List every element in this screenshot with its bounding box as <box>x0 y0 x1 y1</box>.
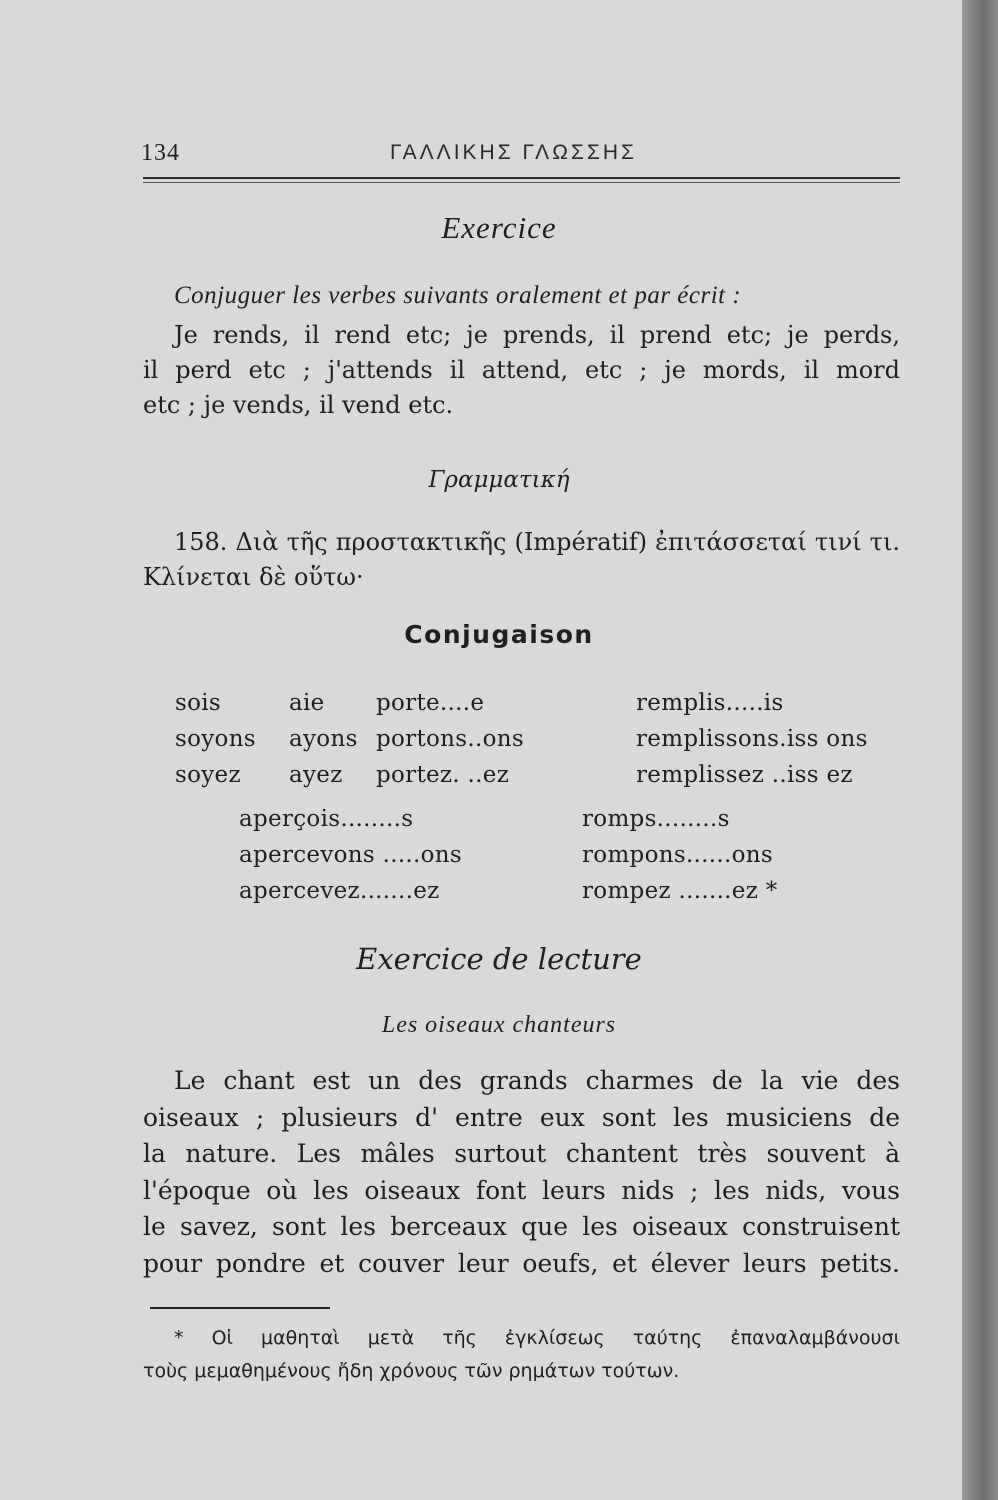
conj-cell: apercevez.......ez <box>239 878 440 904</box>
conj-cell: remplis.....is <box>636 690 784 716</box>
grammar-line: Κλίνεται δὲ οὕτω· <box>143 563 364 591</box>
conj-cell: portons..ons <box>376 726 524 752</box>
conj-cell: remplissons.iss ons <box>636 726 868 752</box>
header-rule <box>143 177 900 179</box>
exercise-line: Je rends, il rend etc; je prends, il prend etc; je perds, <box>174 321 900 349</box>
conj-cell: ayons <box>289 726 358 752</box>
conj-cell: aperçois........s <box>239 806 414 832</box>
footnote-rule <box>150 1307 330 1309</box>
conj-cell: rompons......ons <box>582 842 773 868</box>
footnote-line: τοὺς μεμαθημένους ἤδη χρόνους τῶν ρημάτων τούτων. <box>143 1360 680 1382</box>
conj-cell: porte....e <box>376 690 485 716</box>
running-title: ΓΑΛΛΙΚΗΣ ΓΛΩΣΣΗΣ <box>390 141 637 164</box>
reading-line: pour pondre et couver leur oeufs, et élever leurs petits. <box>143 1248 900 1278</box>
conj-cell: aie <box>289 690 325 716</box>
conj-cell: apercevons .....ons <box>239 842 463 868</box>
conj-cell: remplissez ..iss ez <box>636 762 853 788</box>
conj-cell: ayez <box>289 762 343 788</box>
page-number: 134 <box>141 140 180 166</box>
reading-line: Le chant est un des grands charmes de la vie des <box>174 1066 900 1095</box>
conj-cell: rompez .......ez * <box>582 878 778 904</box>
book-spine-edge <box>962 0 998 1500</box>
exercise-instruction: Conjuguer les verbes suivants oralement et par écrit : <box>174 282 742 309</box>
reading-line: le savez, sont les berceaux que les oiseaux construisent <box>143 1212 900 1241</box>
footnote-line: * Οἱ μαθηταὶ μετὰ τῆς ἐγκλίσεως ταύτης ἐπαναλαμβάνουσι <box>174 1327 900 1349</box>
reading-heading: Exercice de lecture <box>356 942 642 976</box>
grammar-line: 158. Διὰ τῆς προστακτικῆς (Impératif) ἐπιτάσσεταί τινί τι. <box>174 528 900 556</box>
exercise-line: il perd etc ; j'attends il attend, etc ; je mords, il mord <box>143 356 900 384</box>
conj-cell: portez. ..ez <box>376 762 510 788</box>
reading-paragraph <box>143 1063 900 1282</box>
reading-line: oiseaux ; plusieurs d' entre eux sont les musiciens de <box>143 1102 900 1132</box>
reading-line: l'époque où les oiseaux font leurs nids ; les nids, vous <box>143 1175 900 1205</box>
grammar-paragraph <box>143 525 900 595</box>
exercise-heading: Exercice <box>441 210 557 245</box>
conj-cell: romps........s <box>582 806 730 832</box>
header-rule-thin <box>143 182 900 183</box>
conj-cell: sois <box>175 690 222 716</box>
exercise-line: etc ; je vends, il vend etc. <box>143 391 454 419</box>
footnote <box>143 1322 900 1388</box>
conjugaison-heading: Conjugaison <box>404 620 594 649</box>
grammar-heading: Γραμματική <box>428 467 570 493</box>
reading-line: la nature. Les mâles surtout chantent très souvent à <box>143 1139 900 1168</box>
conj-cell: soyez <box>175 762 241 788</box>
conj-cell: soyons <box>175 726 256 752</box>
exercise-paragraph <box>143 318 900 423</box>
reading-subtitle: Les oiseaux chanteurs <box>381 1012 617 1038</box>
